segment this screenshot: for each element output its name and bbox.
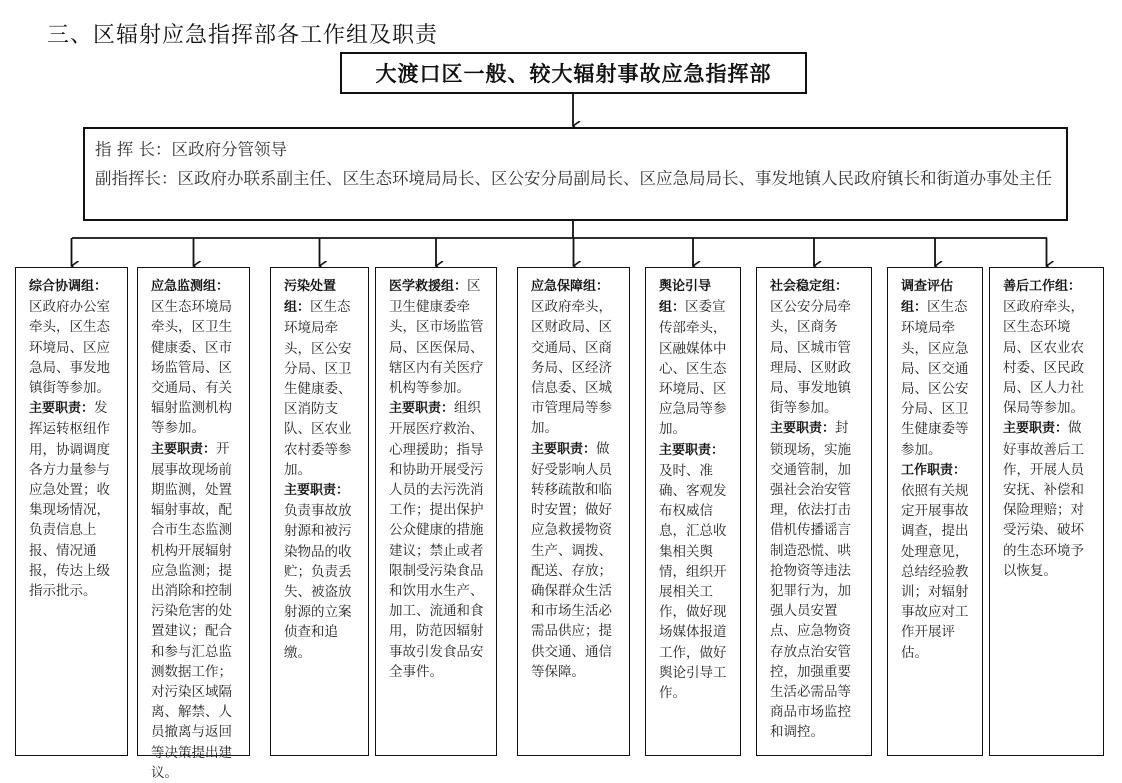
leaders-box (83, 127, 1068, 221)
group-duty-label: 主要职责： (770, 421, 836, 437)
group-duty-para (1003, 418, 1093, 581)
command-title: 大渡口区一般、较大辐射事故应急指挥部 (375, 62, 772, 86)
command-box (340, 52, 807, 94)
group-box-2 (137, 267, 250, 781)
group-duty: 负责事故放射源和被污染物品的收贮；负责丢失、被盗放射源的立案侦查和追缴。 (284, 503, 352, 661)
group-members-para (284, 276, 358, 480)
group-box-4 (375, 267, 497, 756)
group-members-para (1003, 276, 1093, 418)
group-name: 善后工作组： (1003, 279, 1082, 294)
group-duty-label: 主要职责： (284, 483, 350, 499)
group-duty-para (901, 460, 972, 663)
group-name: 污染处置组： (284, 279, 337, 316)
group-duty-para (29, 398, 117, 601)
group-duty: 组织开展医疗救治、心理援助；指导和协助开展受污人员的去污洗消工作；提出保护公众健康的措施建议；禁止或者限制受污染食品和饮用水生产、加工、流通和食用，防范因辐射事故引发食品安全事件。 (389, 400, 484, 680)
group-duty: 封锁现场，实施交通管制，加强社会治安管理，依法打击借机传播谣言制造恐慌、哄抢物资等违法犯罪行为，加强人员安置点、应急物资存放点治安管控，加强重要生活必需品等商品市场监控和调控。 (770, 420, 851, 741)
group-box-6 (645, 267, 741, 756)
group-members-para (770, 276, 861, 418)
group-box-5 (517, 267, 630, 756)
group-members: 区生态环境局牵头，区应急局、区交通局、区公安分局、区卫生健康委等参加。 (901, 299, 969, 458)
deputy-line: 副指挥长：区政府办联系副主任、区生态环境局局长、区公安分局副局长、区应急局局长、事发地镇人民政府镇长和街道办事处主任 (95, 169, 1052, 188)
group-duty-para (284, 480, 358, 663)
group-members: 区卫生健康委牵头，区市场监管局、区医保局、辖区内有关医疗机构等参加。 (389, 278, 484, 397)
group-name: 综合协调组： (29, 279, 108, 294)
group-box-3 (270, 267, 369, 756)
group-name: 舆论引导组： (659, 279, 712, 316)
group-members: 区政府办公室牵头，区生态环境局、区应急局、事发地镇街等参加。 (29, 299, 110, 397)
page-heading: 三、区辐射应急指挥部各工作组及职责 (47, 23, 439, 48)
group-name: 医学救援组： (389, 279, 468, 294)
group-duty-label: 主要职责： (531, 441, 597, 457)
group-members: 区生态环境局牵头，区卫生健康委、区市场监管局、区交通局、有关辐射监测机构等参加。 (151, 299, 232, 437)
group-members: 区委宣传部牵头，区融媒体中心、区生态环境局、区应急局等参加。 (659, 299, 727, 438)
group-duty: 开展事故现场前期监测，处置辐射事故，配合市生态监测机构开展辐射应急监测；提出消除和控制污染危害的处置建议；配合和参与汇总监测数据工作；对污染区域隔离、解禁、人员撤离与返回等决策提出建议。 (151, 440, 232, 781)
group-members-para (29, 276, 117, 398)
group-members-para (901, 276, 972, 460)
group-name: 调查评估组： (901, 279, 954, 316)
group-duty-label: 工作职责： (901, 462, 967, 478)
group-members: 区政府牵头，区生态环境局、区农业农村委、区民政局、区人力社保局等参加。 (1003, 299, 1084, 417)
chief-line: 指 挥 长：区政府分管领导 (95, 140, 287, 159)
group-duty-para (151, 439, 239, 783)
group-box-7 (756, 267, 872, 756)
group-duty-label: 主要职责： (659, 442, 725, 458)
group-members-para (531, 276, 619, 439)
group-duty-para (770, 418, 861, 742)
group-duty: 依照有关规定开展事故调查，提出处理意见，总结经验教训；对辐射事故应对工作开展评估。 (901, 483, 969, 661)
group-duty-label: 主要职责： (389, 401, 455, 417)
group-duty-para (389, 398, 486, 682)
group-duty: 发挥运转枢纽作用，协调调度各方力量参与应急处置；收集现场情况，负责信息上报、情况通报，传达上级指示批示。 (29, 400, 110, 600)
group-members-para (151, 276, 239, 439)
group-box-1 (15, 267, 128, 756)
group-box-8 (887, 267, 983, 756)
group-duty-label: 主要职责： (151, 441, 217, 457)
group-duty: 做好事故善后工作，开展人员安抚、补偿和保险理赔；对受污染、破坏的生态环境予以恢复。 (1003, 420, 1084, 579)
group-duty-para (531, 439, 619, 682)
group-duty-label: 主要职责： (1003, 421, 1069, 437)
group-members-para (659, 276, 730, 440)
group-members: 区公安分局牵头，区商务局、区城市管理局、区财政局、事发地镇街等参加。 (770, 299, 851, 417)
group-duty: 做好受影响人员转移疏散和临时安置；做好应急救援物资生产、调拨、配送、存放；确保群众生活和市场生活必需品供应；提供交通、通信等保障。 (531, 440, 612, 680)
group-name: 应急监测组： (151, 279, 230, 294)
group-duty-para (659, 440, 730, 704)
group-box-9 (989, 267, 1104, 756)
group-members: 区生态环境局牵头，区公安分局、区卫生健康委、区消防支队、区农业农村委等参加。 (284, 299, 352, 478)
group-name: 社会稳定组： (770, 279, 849, 294)
group-members: 区政府牵头，区财政局、区交通局、区商务局、区经济信息委、区城市管理局等参加。 (531, 299, 612, 437)
group-members-para (389, 276, 486, 398)
group-name: 应急保障组： (531, 279, 610, 294)
group-duty-label: 主要职责： (29, 401, 95, 417)
group-duty: 及时、准确、客观发布权威信息，汇总收集相关舆情，组织开展相关工作，做好现场媒体报道工作，做好舆论引导工作。 (659, 462, 727, 702)
